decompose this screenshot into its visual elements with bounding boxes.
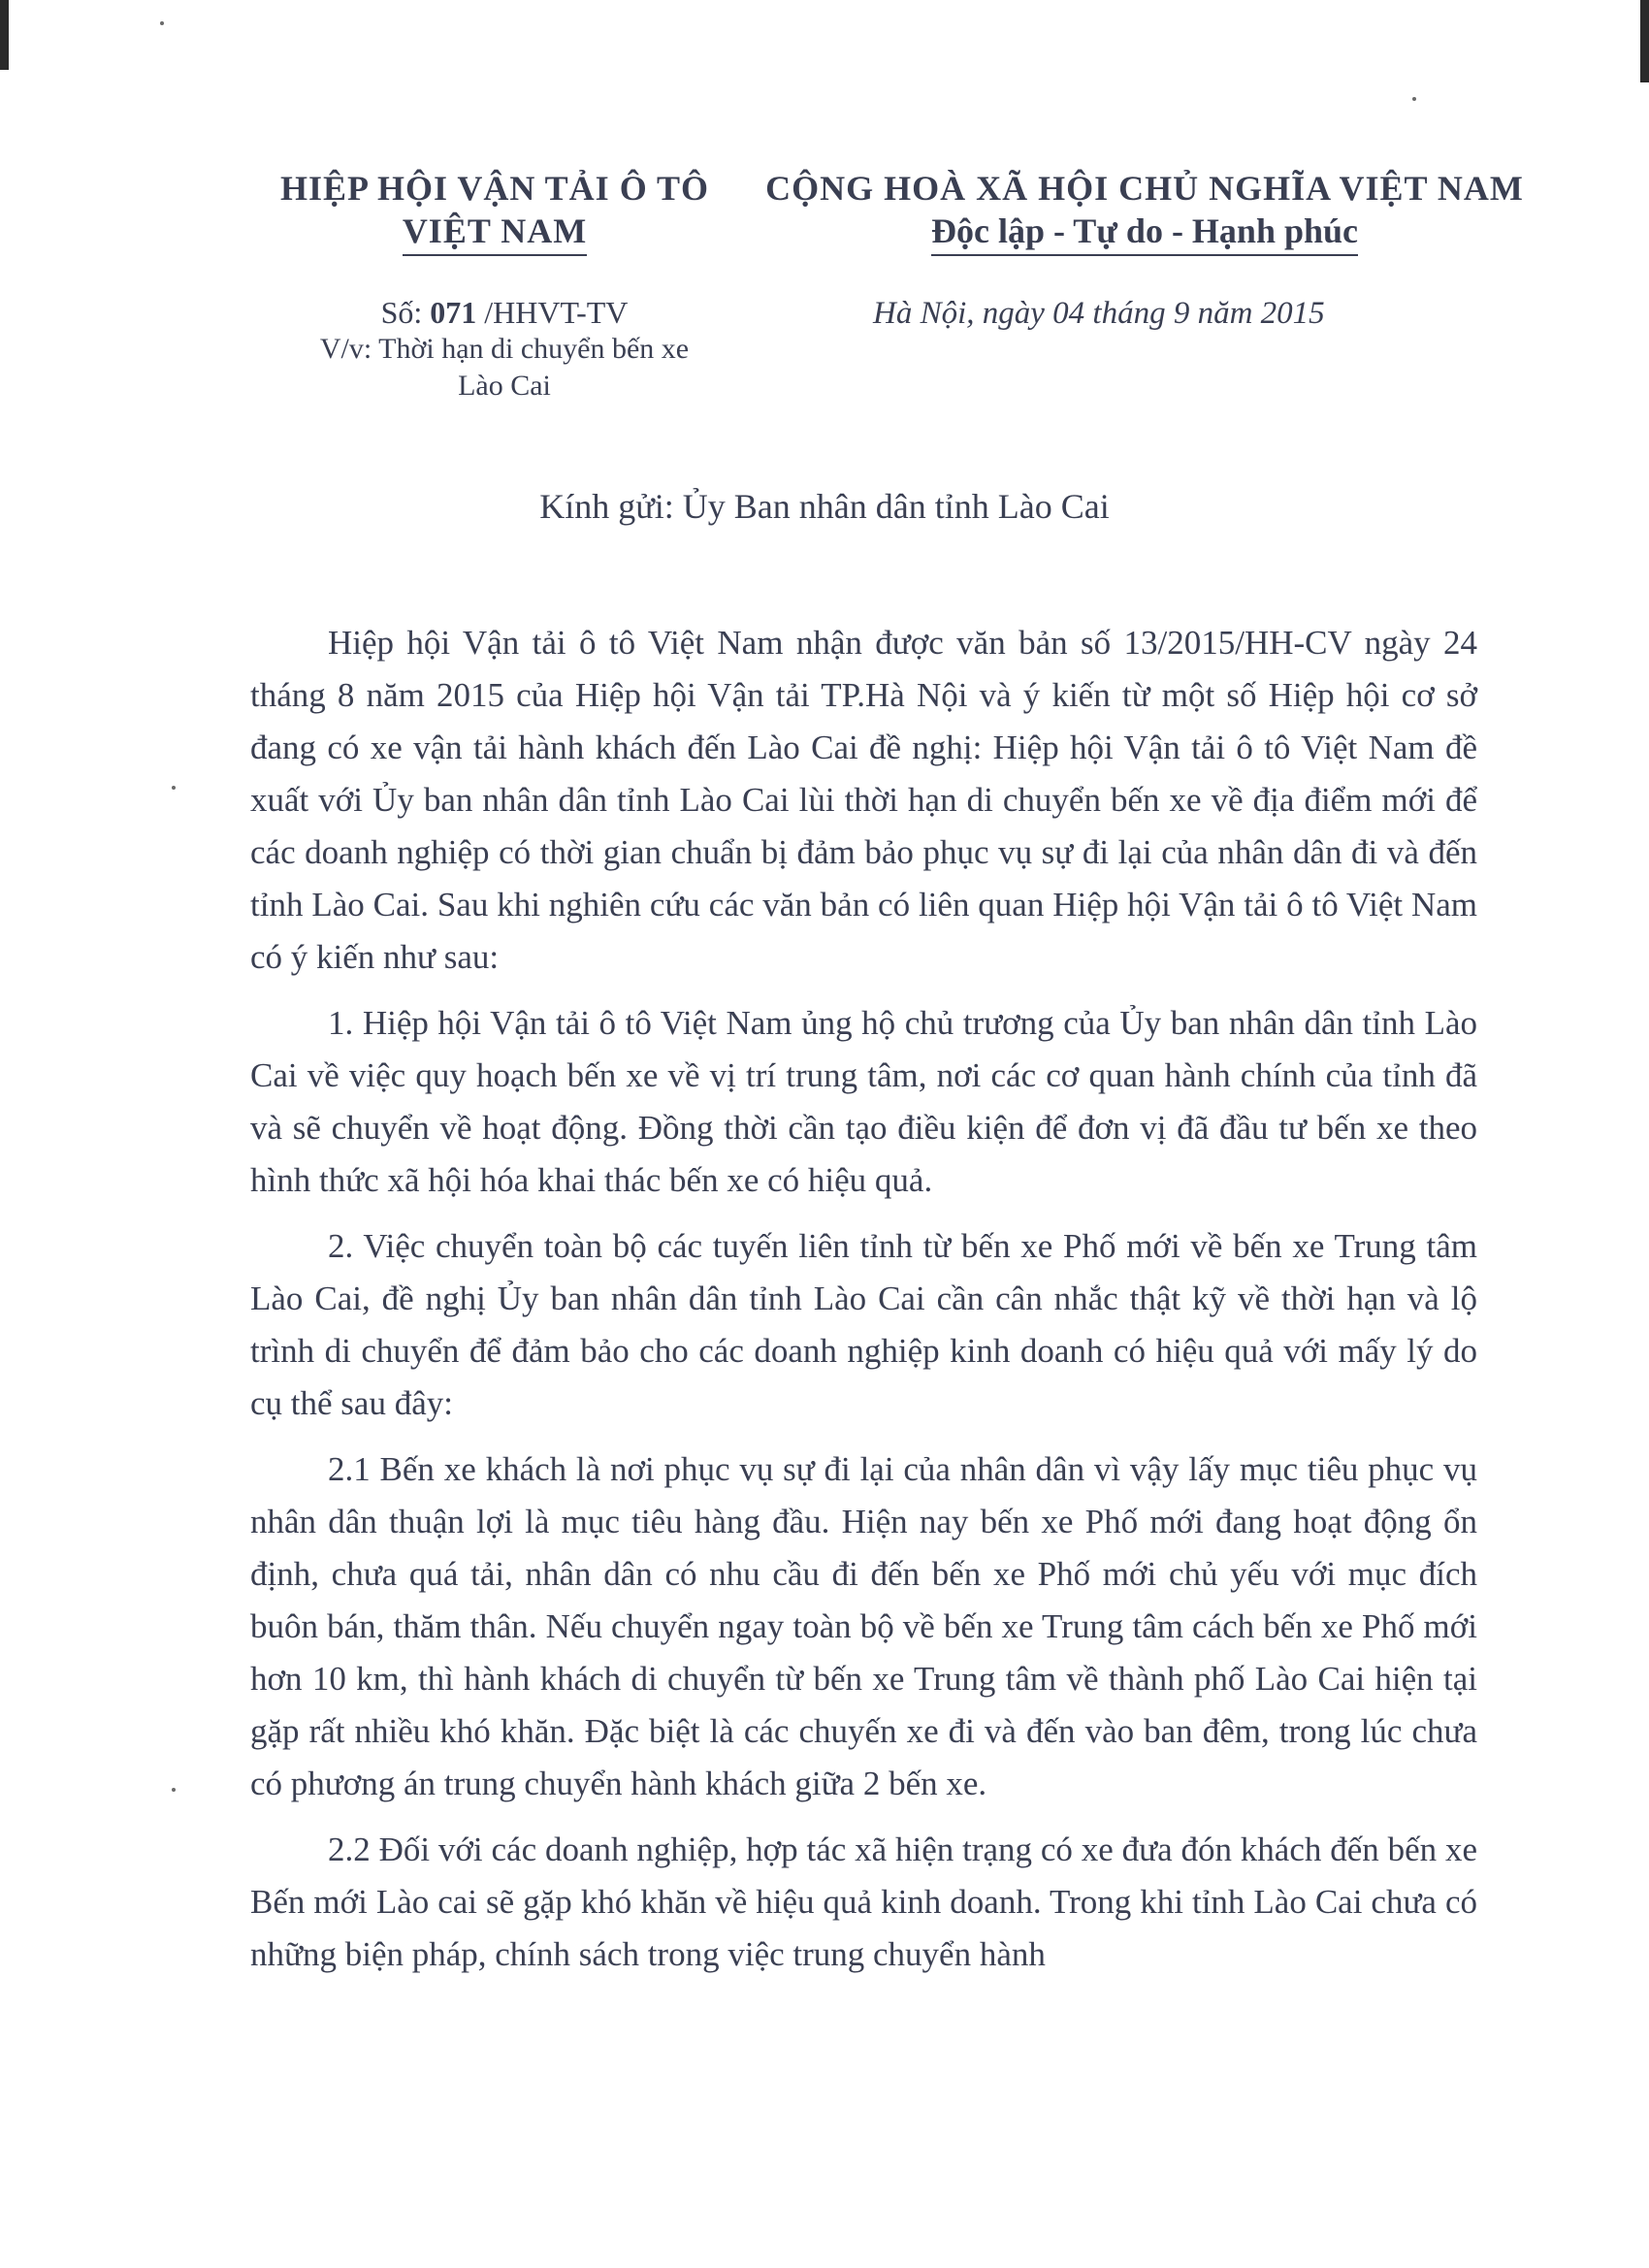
body-paragraph: 1. Hiệp hội Vận tải ô tô Việt Nam ủng hộ chủ trương của Ủy ban nhân dân tỉnh Lào Cai về việc quy hoạch bến xe về vị trí trung tâm, nơi các cơ quan hành chính của tỉnh đã và sẽ chuyển về hoạt động. Đồng thời cần tạo điều kiện để đơn vị đã đầu tư bến xe theo hình thức xã hội hóa khai thác bến xe có hiệu quả. — [250, 1004, 1477, 1199]
national-motto: Độc lập - Tự do - Hạnh phúc — [931, 210, 1358, 256]
scan-speck — [172, 786, 176, 790]
document-number: Số: 071 /HHVT-TV — [380, 295, 629, 330]
scan-edge-left — [0, 0, 9, 70]
document-date: Hà Nội, ngày 04 tháng 9 năm 2015 — [873, 296, 1325, 331]
state-name: CỘNG HOÀ XÃ HỘI CHỦ NGHĨA VIỆT NAM — [765, 169, 1524, 208]
scan-speck — [160, 21, 164, 25]
body-paragraph: Hiệp hội Vận tải ô tô Việt Nam nhận được văn bản số 13/2015/HH-CV ngày 24 tháng 8 năm 2015 của Hiệp hội Vận tải TP.Hà Nội và ý kiến từ một số Hiệp hội cơ sở đang có xe vận tải hành khách đến Lào Cai đề nghị: Hiệp hội Vận tải ô tô Việt Nam đề xuất với Ủy ban nhân dân tỉnh Lào Cai lùi thời hạn di chuyển bến xe về địa điểm mới để các doanh nghiệp có thời gian chuẩn bị đảm bảo phục vụ sự đi lại của nhân dân đi và đến tỉnh Lào Cai. Sau khi nghiên cứu các văn bản có liên quan Hiệp hội Vận tải ô tô Việt Nam có ý kiến như sau: — [250, 624, 1477, 976]
body-paragraph: 2.1 Bến xe khách là nơi phục vụ sự đi lại của nhân dân vì vậy lấy mục tiêu phục vụ nhân dân thuận lợi là mục tiêu hàng đầu. Hiện nay bến xe Phố mới đang hoạt động ổn định, chưa quá tải, nhân dân có nhu cầu đi đến bến xe Phố mới chủ yếu với mục đích buôn bán, thăm thân. Nếu chuyển ngay toàn bộ về bến xe Trung tâm cách bến xe Phố mới hơn 10 km, thì hành khách di chuyển từ bến xe Trung tâm về thành phố Lào Cai hiện tại gặp rất nhiều khó khăn. Đặc biệt là các chuyến xe đi và đến vào ban đêm, trong lúc chưa có phương án trung chuyển hành khách giữa 2 bến xe. — [250, 1450, 1477, 1802]
document-subject-line1: V/v: Thời hạn di chuyển bến xe — [319, 333, 690, 365]
scan-edge-right — [1640, 0, 1649, 82]
org-name-line2: VIỆT NAM — [403, 210, 587, 256]
recipient-line: Kính gửi: Ủy Ban nhân dân tỉnh Lào Cai — [539, 487, 1110, 526]
body-paragraph: 2.2 Đối với các doanh nghiệp, hợp tác xã hiện trạng có xe đưa đón khách đến bến xe Bến mới Lào cai sẽ gặp khó khăn về hiệu quả kinh doanh. Trong khi tỉnh Lào Cai chưa có những biện pháp, chính sách trong việc trung chuyển hành — [250, 1831, 1477, 1973]
body-paragraph: 2. Việc chuyển toàn bộ các tuyến liên tỉnh từ bến xe Phố mới về bến xe Trung tâm Lào Cai, đề nghị Ủy ban nhân dân tỉnh Lào Cai cần cân nhắc thật kỹ về thời hạn và lộ trình di chuyển để đảm bảo cho các doanh nghiệp kinh doanh có hiệu quả với mấy lý do cụ thể sau đây: — [250, 1227, 1477, 1422]
document-reference — [281, 294, 728, 405]
issuing-organization — [262, 167, 728, 256]
document-subject-line2: Lào Cai — [458, 370, 551, 402]
national-title — [752, 167, 1537, 256]
letter-body — [250, 617, 1477, 1981]
scan-speck — [172, 1788, 176, 1792]
org-name-line1: HIỆP HỘI VẬN TẢI Ô TÔ — [279, 169, 710, 208]
scan-speck — [1412, 97, 1416, 101]
